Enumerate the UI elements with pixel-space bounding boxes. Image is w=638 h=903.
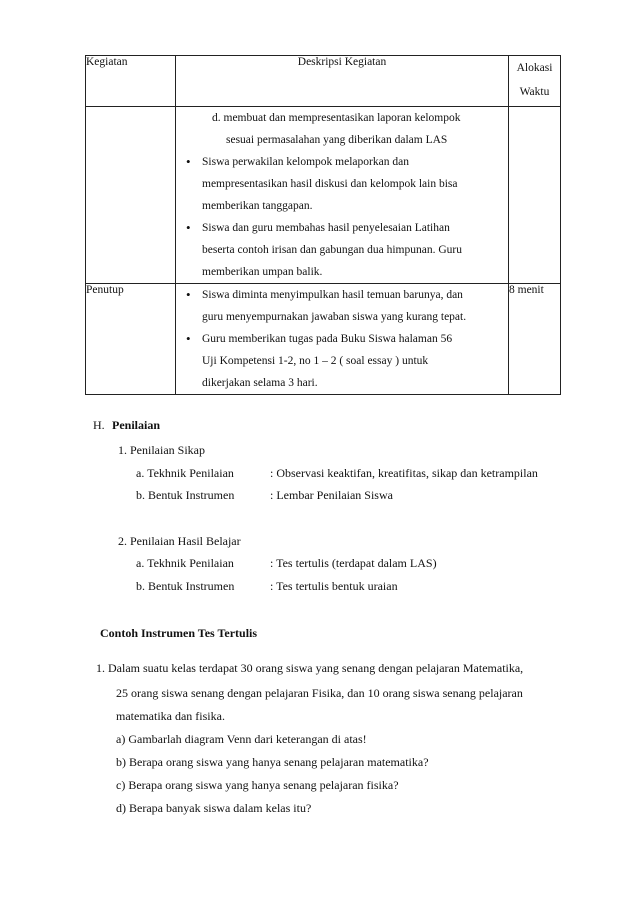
- row2-bullet1-line1: • Siswa diminta menyimpulkan hasil temuan barunya, dan: [176, 284, 508, 306]
- header-description: Deskripsi Kegiatan: [176, 56, 509, 107]
- header-time: [509, 56, 561, 107]
- row1-activity-cell: [86, 107, 176, 284]
- row1-time-cell: [509, 107, 561, 284]
- learning-b-label: b. Bentuk Instrumen: [136, 579, 235, 593]
- attitude-b-value: : Lembar Penilaian Siswa: [270, 488, 393, 502]
- question-1a: a) Gambarlah diagram Venn dari keterangan di atas!: [116, 732, 367, 746]
- row2-activity-cell: Penutup: [86, 284, 176, 395]
- row2-bullet2-line3: dikerjakan selama 3 hari.: [202, 377, 318, 389]
- item-d-line1: d. membuat dan mempresentasikan laporan kelompok: [212, 112, 461, 124]
- attitude-a-label: a. Tekhnik Penilaian: [136, 466, 234, 480]
- attitude-b-label: b. Bentuk Instrumen: [136, 488, 235, 502]
- table-header-row: [86, 56, 561, 107]
- row2-bullet1-line2: guru menyempurnakan jawaban siswa yang kurang tepat.: [202, 311, 467, 323]
- question-1c: c) Berapa orang siswa yang hanya senang pelajaran fisika?: [116, 778, 399, 792]
- row2-bullet2-line1: • Guru memberikan tugas pada Buku Siswa halaman 56: [176, 328, 508, 350]
- question-1-line3: matematika dan fisika.: [116, 709, 225, 723]
- learning-a-value: : Tes tertulis (terdapat dalam LAS): [270, 556, 437, 570]
- row1-bullet1-line1: • Siswa perwakilan kelompok melaporkan dan: [176, 151, 508, 173]
- row2-time-cell: 8 menit: [509, 284, 561, 395]
- attitude-a-value: : Observasi keaktifan, kreatifitas, sikap dan ketrampilan: [270, 466, 538, 480]
- question-1d: d) Berapa banyak siswa dalam kelas itu?: [116, 801, 312, 815]
- row2-bullet2-line2: Uji Kompetensi 1-2, no 1 – 2 ( soal essay ) untuk: [202, 355, 429, 367]
- test-heading: Contoh Instrumen Tes Tertulis: [100, 626, 258, 640]
- question-1b: b) Berapa orang siswa yang hanya senang pelajaran matematika?: [116, 755, 429, 769]
- attitude-title: 1. Penilaian Sikap: [118, 443, 205, 457]
- section-h-letter: H.: [93, 418, 105, 432]
- row1-bullet2-line2: beserta contoh irisan dan gabungan dua himpunan. Guru: [202, 244, 462, 256]
- header-time-line2: Waktu: [519, 86, 550, 98]
- header-time-line1: Alokasi: [516, 62, 553, 74]
- row1-bullet2-line1: • Siswa dan guru membahas hasil penyelesaian Latihan: [176, 217, 508, 239]
- table-row: [86, 284, 561, 395]
- row1-bullet1-line3: memberikan tanggapan.: [202, 200, 313, 212]
- learning-title: 2. Penilaian Hasil Belajar: [118, 534, 241, 548]
- question-1-line2: 25 orang siswa senang dengan pelajaran Fisika, dan 10 orang siswa senang pelajaran: [116, 686, 523, 700]
- table-row: [86, 107, 561, 284]
- section-h-heading: Penilaian: [112, 418, 161, 432]
- row2-description-cell: [176, 284, 509, 395]
- question-1-line1: 1. Dalam suatu kelas terdapat 30 orang siswa yang senang dengan pelajaran Matematika,: [96, 661, 524, 675]
- activity-table: [85, 55, 561, 395]
- header-activity: Kegiatan: [86, 56, 176, 107]
- row1-bullet2-line3: memberikan umpan balik.: [202, 266, 323, 278]
- row1-bullet1-line2: mempresentasikan hasil diskusi dan kelompok lain bisa: [202, 178, 458, 190]
- learning-a-label: a. Tekhnik Penilaian: [136, 556, 234, 570]
- learning-b-value: : Tes tertulis bentuk uraian: [270, 579, 398, 593]
- row1-description-cell: [176, 107, 509, 284]
- item-d-line2: sesuai permasalahan yang diberikan dalam LAS: [226, 134, 448, 146]
